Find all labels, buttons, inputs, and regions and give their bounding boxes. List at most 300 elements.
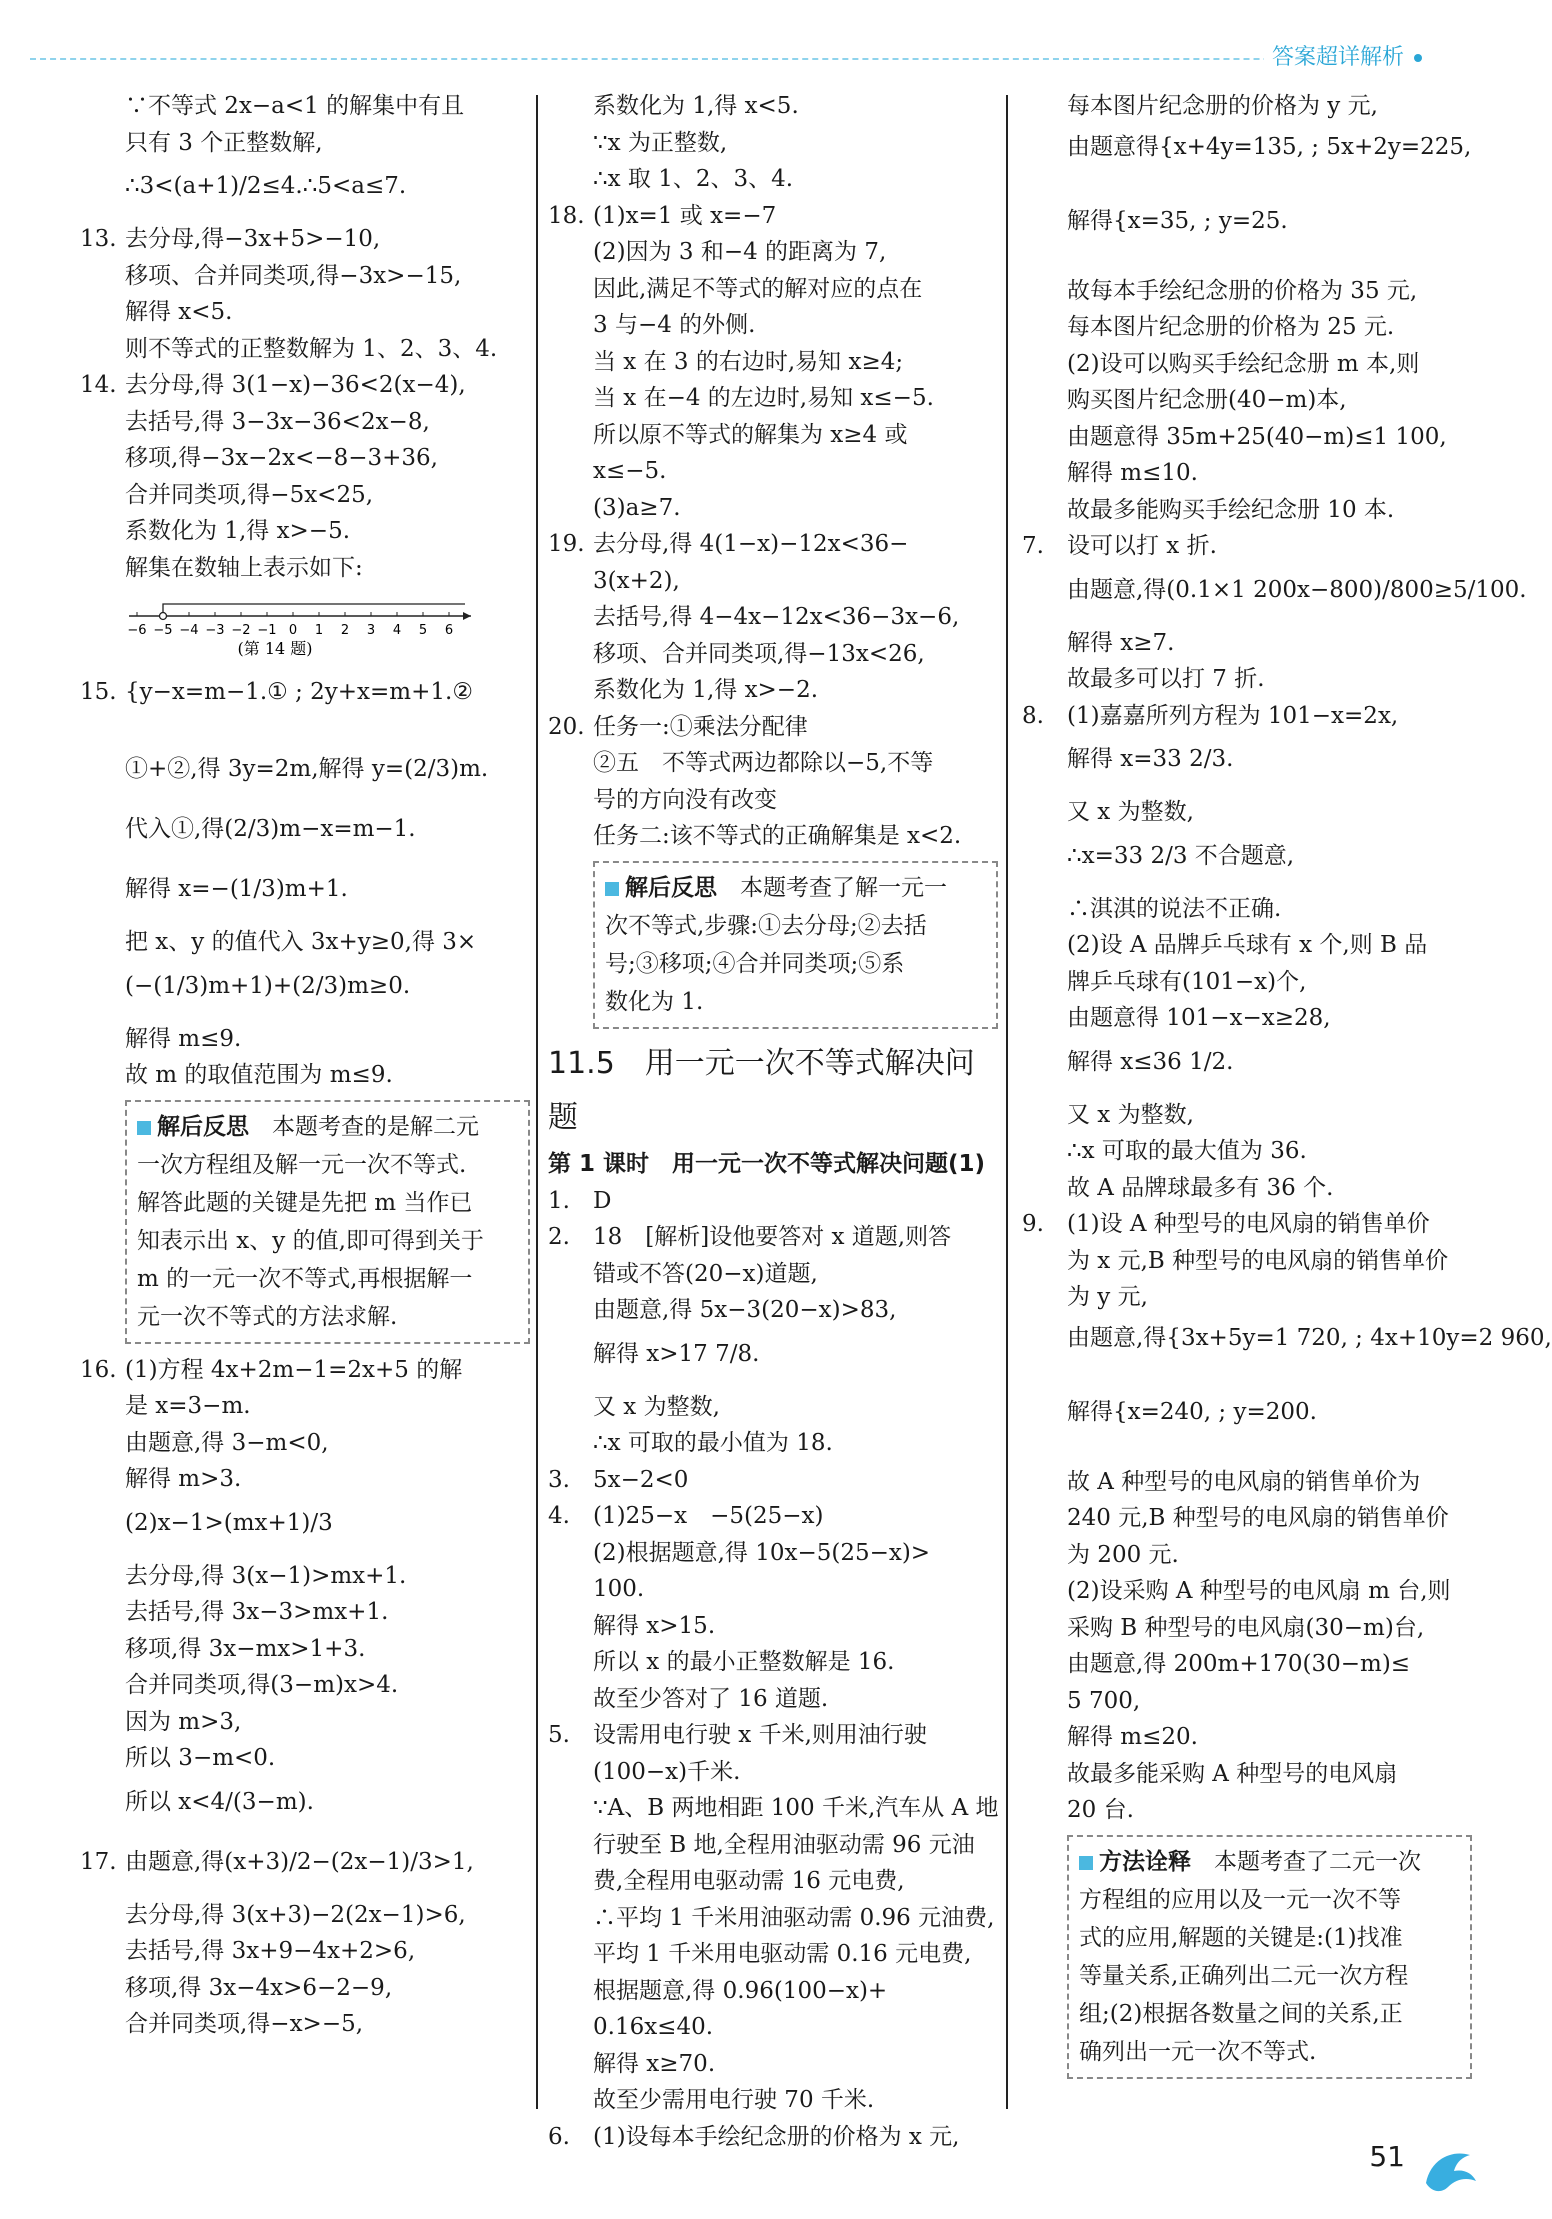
answer-text: 任务二:该不等式的正确解集是 x<2. xyxy=(593,823,962,849)
answer-line xyxy=(1022,1792,1472,1829)
answer-line xyxy=(548,2082,998,2119)
answer-line xyxy=(548,782,998,819)
answer-line xyxy=(548,1183,998,1220)
answer-line xyxy=(1022,1756,1472,1793)
answer-text: (1)嘉嘉所列方程为 101−x=2x, xyxy=(1067,702,1399,729)
answer-text: (1)方程 4x+2m−1=2x+5 的解 xyxy=(125,1356,463,1383)
number-line-svg xyxy=(125,594,485,660)
answer-text: 0.16x≤40. xyxy=(593,2014,714,2040)
answer-line xyxy=(548,1389,998,1426)
answer-line xyxy=(548,417,998,454)
answer-line xyxy=(80,1352,530,1389)
answer-text: 3 与−4 的外侧. xyxy=(593,312,756,338)
answer-text: ∴3<(a+1)/2≤4.∴5<a≤7. xyxy=(125,173,407,199)
answer-text: 100. xyxy=(593,1576,645,1602)
answer-line xyxy=(1022,1206,1472,1243)
answer-line xyxy=(1022,199,1472,273)
answer-text: 又 x 为整数, xyxy=(593,1393,720,1420)
answer-text: 故 A 种型号的电风扇的销售单价为 xyxy=(1067,1468,1421,1495)
answer-line xyxy=(80,864,530,924)
answer-text: 240 元,B 种型号的电风扇的销售单价 xyxy=(1067,1505,1449,1531)
answer-line xyxy=(548,1827,998,1864)
answer-line xyxy=(80,1704,530,1741)
answer-line xyxy=(1022,382,1472,419)
answer-line xyxy=(548,1498,998,1535)
answer-text: 解得 x<5. xyxy=(125,299,233,325)
answer-line xyxy=(548,1681,998,1718)
answer-line xyxy=(1022,734,1472,794)
answer-text: 由题意得{x+4y=135, ; 5x+2y=225, xyxy=(1067,133,1472,160)
answer-text: 去括号,得 3−3x−36<2x−8, xyxy=(125,408,430,435)
question-number: 3. xyxy=(548,1466,570,1493)
answer-line xyxy=(80,670,530,744)
answer-text: 故 m 的取值范围为 m≤9. xyxy=(125,1062,393,1088)
answer-line xyxy=(548,234,998,271)
note-line: 次不等式,步骤:①去分母;②去括 xyxy=(605,912,927,939)
answer-line xyxy=(1022,1279,1472,1316)
answer-line xyxy=(80,1498,530,1558)
answer-line xyxy=(80,744,530,804)
answer-text: 因为 m>3, xyxy=(125,1708,242,1735)
answer-line xyxy=(80,221,530,258)
answer-line xyxy=(1022,528,1472,565)
answer-text: 故至少需用电行驶 70 千米. xyxy=(593,2087,875,2113)
note-line: 元一次不等式的方法求解. xyxy=(137,1303,398,1330)
answer-text: 是 x=3−m. xyxy=(125,1393,251,1419)
note-box xyxy=(593,861,998,1029)
answer-line xyxy=(80,125,530,162)
answer-line xyxy=(1022,1097,1472,1134)
answer-line xyxy=(80,1740,530,1777)
question-number: 2. xyxy=(548,1224,570,1250)
answer-line xyxy=(1022,1573,1472,1610)
answer-text: (2)根据题意,得 10x−5(25−x)> xyxy=(593,1539,931,1566)
answer-text: 系数化为 1,得 x>−5. xyxy=(125,518,351,544)
answer-text: 解得 x≥7. xyxy=(1067,629,1175,656)
answer-line xyxy=(80,331,530,368)
answer-text: 5x−2<0 xyxy=(593,1466,689,1493)
note-text: 本题考查了二元一次 xyxy=(1214,1848,1421,1875)
answer-line xyxy=(548,818,998,855)
answer-text: ②五 不等式两边都除以−5,不等 xyxy=(593,750,934,776)
note-line xyxy=(1079,1843,1460,1881)
answer-text: 合并同类项,得(3−m)x>4. xyxy=(125,1672,399,1698)
answer-line xyxy=(1022,698,1472,735)
answer-line xyxy=(548,672,998,709)
answer-line xyxy=(548,1256,998,1293)
answer-text: 由题意得 35m+25(40−m)≤1 100, xyxy=(1067,423,1447,450)
header-title xyxy=(1264,40,1430,71)
answer-line xyxy=(548,1973,998,2010)
answer-text: 去分母,得 4(1−x)−12x<36− xyxy=(593,531,909,557)
note-line: 组;(2)根据各数量之间的关系,正 xyxy=(1079,2000,1403,2027)
open-circle-marker xyxy=(160,613,167,620)
answer-text: ∴x=33 2/3 不合题意, xyxy=(1067,842,1295,869)
note-line: 确列出一元一次不等式. xyxy=(1079,2038,1317,2065)
answer-text: 又 x 为整数, xyxy=(1067,799,1194,825)
number-line xyxy=(125,594,530,664)
answer-text: 18 [解析]设他要答对 x 道题,则答 xyxy=(593,1224,952,1250)
answer-text: 故每本手绘纪念册的价格为 35 元, xyxy=(1067,277,1418,304)
answer-line xyxy=(80,404,530,441)
answer-line xyxy=(548,2119,998,2156)
section-title: 11.5 用一元一次不等式解决问题 xyxy=(548,1045,975,1135)
answer-text: x≤−5. xyxy=(593,458,667,484)
answer-line xyxy=(1022,625,1472,662)
answer-line xyxy=(548,1900,998,1937)
answer-line xyxy=(548,526,998,563)
answer-line xyxy=(80,1933,530,1970)
answer-text: (1)25−x −5(25−x) xyxy=(593,1503,824,1529)
answer-text: 系数化为 1,得 x<5. xyxy=(593,93,799,119)
answer-text: 所以 3−m<0. xyxy=(125,1745,276,1771)
answer-text: 解集在数轴上表示如下: xyxy=(125,554,363,581)
answer-line xyxy=(548,745,998,782)
answer-line xyxy=(80,550,530,587)
tick-label: −2 xyxy=(231,623,251,638)
answer-text: (2)设可以购买手绘纪念册 m 本,则 xyxy=(1067,350,1420,377)
answer-line xyxy=(1022,831,1472,891)
answer-line xyxy=(1022,565,1527,625)
answer-text: (2)x−1>(mx+1)/3 xyxy=(125,1509,333,1536)
answer-line xyxy=(80,1461,530,1498)
tick-label: 1 xyxy=(314,623,324,638)
question-number: 20. xyxy=(548,713,585,740)
answer-line xyxy=(80,294,530,331)
answer-text: 故 A 品牌球最多有 36 个. xyxy=(1067,1174,1334,1201)
answer-text: 为 y 元, xyxy=(1067,1284,1148,1310)
answer-text: 合并同类项,得−5x<25, xyxy=(125,481,374,508)
answer-text: 把 x、y 的值代入 3x+y≥0,得 3× xyxy=(125,929,477,955)
answer-text: 由题意得 101−x−x≥28, xyxy=(1067,1005,1331,1031)
page-number: 51 xyxy=(1369,2140,1405,2173)
tick-label: 3 xyxy=(366,623,376,638)
answer-text: 行驶至 B 地,全程用油驱动需 96 元油 xyxy=(593,1831,975,1858)
answer-line xyxy=(1022,1646,1472,1683)
number-line-caption: (第 14 题) xyxy=(237,639,313,658)
answer-line xyxy=(1022,309,1472,346)
answer-line xyxy=(1022,1537,1472,1574)
question-number: 8. xyxy=(1022,702,1044,729)
answer-text: ∴x 可取的最小值为 18. xyxy=(593,1430,833,1456)
answer-text: ∴淇淇的说法不正确. xyxy=(1067,895,1282,922)
question-number: 17. xyxy=(80,1848,117,1875)
answer-text: 每本图片纪念册的价格为 25 元. xyxy=(1067,314,1395,340)
answer-text: (2)设采购 A 种型号的电风扇 m 台,则 xyxy=(1067,1578,1451,1604)
answer-line xyxy=(1022,88,1472,125)
answer-text: 为 200 元. xyxy=(1067,1541,1179,1568)
answer-text: 解得{x=240, ; y=200. xyxy=(1067,1398,1317,1425)
answer-line xyxy=(548,1571,998,1608)
answer-line xyxy=(1022,964,1472,1001)
answer-text: 只有 3 个正整数解, xyxy=(125,129,323,156)
note-text: 本题考查的是解二元 xyxy=(272,1113,479,1140)
answer-line xyxy=(548,271,998,308)
tick-label: 4 xyxy=(392,623,402,638)
answer-line xyxy=(548,1462,998,1499)
answer-line xyxy=(548,1644,998,1681)
question-number: 6. xyxy=(548,2123,570,2150)
question-number: 9. xyxy=(1022,1211,1044,1237)
answer-line xyxy=(1022,1719,1472,1756)
answer-text: 解得{x=35, ; y=25. xyxy=(1067,207,1288,234)
question-number: 14. xyxy=(80,372,117,398)
dolphin-logo-icon xyxy=(1420,2143,1480,2199)
answer-text: 解得 x>15. xyxy=(593,1612,716,1639)
tick-label: −1 xyxy=(257,623,277,638)
answer-line xyxy=(1022,492,1472,529)
answer-text: (−(1/3)m+1)+(2/3)m≥0. xyxy=(125,972,411,999)
answer-text: 解得 x=−(1/3)m+1. xyxy=(125,876,348,902)
question-number: 1. xyxy=(548,1187,570,1214)
answer-line xyxy=(548,1863,998,1900)
answer-line xyxy=(548,1936,998,1973)
answer-text: 平均 1 千米用电驱动需 0.16 元电费, xyxy=(593,1941,972,1967)
answer-line xyxy=(548,2009,998,2046)
answer-text: 号的方向没有改变 xyxy=(593,786,777,813)
answer-text: 则不等式的正整数解为 1、2、3、4. xyxy=(125,335,498,362)
answer-text: 为 x 元,B 种型号的电风扇的销售单价 xyxy=(1067,1247,1449,1274)
answer-line xyxy=(548,2046,998,2083)
answer-text: 解得 x>17 7/8. xyxy=(593,1340,760,1367)
answer-text: 解得 m>3. xyxy=(125,1466,242,1492)
solution-ray xyxy=(163,604,465,616)
answer-line xyxy=(548,307,998,344)
answer-line xyxy=(548,490,998,527)
answer-text: 去分母,得−3x+5>−10, xyxy=(125,226,381,252)
tick-label: 5 xyxy=(418,623,428,638)
answer-line xyxy=(80,961,530,1021)
answer-line xyxy=(80,1057,530,1094)
answer-line xyxy=(80,258,530,295)
answer-line xyxy=(548,161,998,198)
column-3 xyxy=(1022,88,1552,2087)
header-dot-icon xyxy=(1414,54,1422,62)
answer-text: 由题意,得(0.1×1 200x−800)/800≥5/100. xyxy=(1067,576,1527,603)
answer-text: 去括号,得 3x+9−4x+2>6, xyxy=(125,1938,416,1964)
answer-line xyxy=(1022,1170,1472,1207)
answer-line xyxy=(80,2006,530,2043)
answer-line xyxy=(80,1837,530,1897)
answer-line xyxy=(548,453,998,490)
answer-text: 设需用电行驶 x 千米,则用油行驶 xyxy=(593,1722,927,1748)
answer-text: 20 台. xyxy=(1067,1797,1134,1823)
answer-text: (1)设 A 种型号的电风扇的销售单价 xyxy=(1067,1211,1430,1237)
answer-text: 由题意,得 5x−3(20−x)>83, xyxy=(593,1297,897,1323)
answer-line xyxy=(1022,1683,1472,1720)
note-label: 解后反思 xyxy=(605,875,717,901)
answer-line xyxy=(80,1594,530,1631)
tick-label: −6 xyxy=(127,623,147,638)
answer-text: 又 x 为整数, xyxy=(1067,1101,1194,1128)
tick-label: −5 xyxy=(153,623,173,638)
note-line: 知表示出 x、y 的值,即可得到关于 xyxy=(137,1227,484,1254)
answer-text: 移项、合并同类项,得−13x<26, xyxy=(593,640,925,667)
answer-text: ∵不等式 2x−a<1 的解集中有且 xyxy=(125,93,465,119)
answer-line xyxy=(80,1631,530,1668)
note-line: 解答此题的关键是先把 m 当作已 xyxy=(137,1189,473,1216)
answer-text: 由题意,得{3x+5y=1 720, ; 4x+10y=2 960, xyxy=(1067,1324,1552,1351)
answer-text: 解得 m≤9. xyxy=(125,1025,242,1052)
answer-line xyxy=(1022,455,1472,492)
answer-line xyxy=(1022,794,1472,831)
answer-text: 根据题意,得 0.96(100−x)+ xyxy=(593,1977,888,2004)
answer-text: 故最多能采购 A 种型号的电风扇 xyxy=(1067,1760,1398,1787)
answer-text: 代入①,得(2/3)m−x=m−1. xyxy=(125,816,416,842)
column-divider-1 xyxy=(536,95,538,2109)
answer-text: (100−x)千米. xyxy=(593,1758,741,1785)
answer-text: 去括号,得 4−4x−12x<36−3x−6, xyxy=(593,604,960,630)
answer-text: 移项、合并同类项,得−3x>−15, xyxy=(125,262,462,289)
tick-label: 2 xyxy=(340,623,350,638)
answer-line xyxy=(1022,1133,1472,1170)
answer-line xyxy=(548,563,998,600)
answer-line xyxy=(80,477,530,514)
answer-text: 所以 x 的最小正整数解是 16. xyxy=(593,1649,895,1675)
answer-text: 解得 m≤10. xyxy=(1067,460,1198,486)
answer-line xyxy=(548,1608,998,1645)
column-1 xyxy=(80,88,530,2043)
answer-line xyxy=(1022,927,1472,964)
answer-line xyxy=(1022,661,1472,698)
axis-arrow-icon xyxy=(463,612,471,620)
answer-line xyxy=(80,1021,530,1058)
answer-text: (1)x=1 或 x=−7 xyxy=(593,202,777,229)
note-box xyxy=(1067,1835,1472,2079)
answer-line xyxy=(548,1790,998,1827)
tick-label: −3 xyxy=(205,623,225,638)
answer-text: 解得 x≥70. xyxy=(593,2050,716,2077)
answer-line xyxy=(548,636,998,673)
lesson-title: 第 1 课时 用一元一次不等式解决问题(1) xyxy=(548,1150,986,1177)
header-title-text: 答案超详解析 xyxy=(1271,45,1404,70)
answer-line xyxy=(1022,1037,1472,1097)
answer-text: 故至少答对了 16 道题. xyxy=(593,1685,829,1712)
answer-line xyxy=(548,1219,998,1256)
answer-text: ∴x 可取的最大值为 36. xyxy=(1067,1138,1307,1164)
answer-text: ①+②,得 3y=2m,解得 y=(2/3)m. xyxy=(125,756,489,782)
answer-line xyxy=(80,513,530,550)
answer-line xyxy=(548,1329,998,1389)
answer-line xyxy=(548,1717,998,1754)
answer-line xyxy=(1022,346,1472,383)
answer-line xyxy=(80,1558,530,1595)
note-line: 方程组的应用以及一元一次不等 xyxy=(1079,1886,1401,1913)
answer-text: 移项,得−3x−2x<−8−3+36, xyxy=(125,445,438,471)
answer-line xyxy=(1022,419,1472,456)
answer-text: 移项,得 3x−4x>6−2−9, xyxy=(125,1974,393,2001)
note-line: 式的应用,解题的关键是:(1)找准 xyxy=(1079,1924,1403,1951)
answer-line xyxy=(548,125,998,162)
question-number: 16. xyxy=(80,1356,117,1383)
answer-text: (3)a≥7. xyxy=(593,494,681,521)
answer-text: 故最多能购买手绘纪念册 10 本. xyxy=(1067,496,1395,523)
answer-line xyxy=(1022,1243,1472,1280)
note-line: m 的一元一次不等式,再根据解一 xyxy=(137,1265,473,1292)
answer-line xyxy=(1022,1316,1552,1390)
answer-line xyxy=(1022,1000,1472,1037)
column-divider-2 xyxy=(1006,95,1008,2109)
answer-line xyxy=(80,367,530,404)
answer-line xyxy=(80,924,530,961)
note-line: 等量关系,正确列出二元一次方程 xyxy=(1079,1962,1409,1989)
answer-text: {y−x=m−1.① ; 2y+x=m+1.② xyxy=(125,679,473,705)
answer-text: 所以原不等式的解集为 x≥4 或 xyxy=(593,421,908,448)
answer-line xyxy=(548,1535,998,1572)
answer-line xyxy=(80,88,530,125)
answer-line xyxy=(80,804,530,864)
answer-line xyxy=(80,1388,530,1425)
answer-line xyxy=(548,599,998,636)
answer-text: 任务一:①乘法分配律 xyxy=(593,713,808,740)
answer-text: 采购 B 种型号的电风扇(30−m)台, xyxy=(1067,1614,1425,1641)
answer-text: 当 x 在 3 的右边时,易知 x≥4; xyxy=(593,348,904,375)
note-label: 解后反思 xyxy=(137,1114,249,1140)
note-text: 本题考查了解一元一 xyxy=(740,874,947,901)
answer-text: ∵x 为正整数, xyxy=(593,129,728,156)
answer-line xyxy=(548,344,998,381)
answer-text: (1)设每本手绘纪念册的价格为 x 元, xyxy=(593,2123,960,2150)
answer-text: 由题意,得(x+3)/2−(2x−1)/3>1, xyxy=(125,1848,474,1875)
answer-text: 合并同类项,得−x>−5, xyxy=(125,2011,364,2037)
answer-text: 去分母,得 3(x−1)>mx+1. xyxy=(125,1562,407,1589)
answer-line xyxy=(80,440,530,477)
question-number: 7. xyxy=(1022,533,1044,559)
note-line xyxy=(137,1108,518,1146)
question-number: 4. xyxy=(548,1503,570,1529)
question-number: 5. xyxy=(548,1722,570,1748)
answer-text: 因此,满足不等式的解对应的点在 xyxy=(593,275,923,302)
answer-text: 系数化为 1,得 x>−2. xyxy=(593,677,819,703)
answer-line xyxy=(1022,891,1472,928)
answer-text: 当 x 在−4 的左边时,易知 x≤−5. xyxy=(593,385,934,411)
answer-line xyxy=(1022,273,1472,310)
answer-text: 5 700, xyxy=(1067,1687,1141,1714)
answer-text: 解得 m≤20. xyxy=(1067,1724,1198,1750)
answer-text: ∵A、B 两地相距 100 千米,汽车从 A 地 xyxy=(593,1795,999,1821)
answer-text: 购买图片纪念册(40−m)本, xyxy=(1067,387,1347,413)
answer-line xyxy=(1022,1390,1472,1464)
answer-text: 费,全程用电驱动需 16 元电费, xyxy=(593,1868,905,1894)
answer-text: 错或不答(20−x)道题, xyxy=(593,1260,818,1287)
answer-text: 去分母,得 3(1−x)−36<2(x−4), xyxy=(125,372,466,398)
answer-line xyxy=(80,1897,530,1934)
answer-text: 解得 x=33 2/3. xyxy=(1067,746,1234,772)
answer-line xyxy=(80,1667,530,1704)
answer-line xyxy=(80,1970,530,2007)
note-line: 号;③移项;④合并同类项;⑤系 xyxy=(605,950,905,977)
answer-line xyxy=(548,1754,998,1791)
answer-text: ∴x 取 1、2、3、4. xyxy=(593,166,794,192)
note-line xyxy=(605,869,986,907)
answer-line xyxy=(80,1777,530,1837)
answer-text: 每本图片纪念册的价格为 y 元, xyxy=(1067,93,1378,119)
question-number: 19. xyxy=(548,531,585,557)
answer-text: 解得 x≤36 1/2. xyxy=(1067,1048,1234,1075)
question-number: 15. xyxy=(80,679,117,705)
answer-text: 由题意,得 3−m<0, xyxy=(125,1429,329,1456)
question-number: 18. xyxy=(548,202,585,229)
answer-text: (2)设 A 品牌乒乓球有 x 个,则 B 品 xyxy=(1067,932,1428,958)
answer-text: 故最多可以打 7 折. xyxy=(1067,666,1265,692)
answer-text: ∴平均 1 千米用油驱动需 0.96 元油费, xyxy=(593,1904,995,1931)
tick-label: 6 xyxy=(444,623,454,638)
answer-line xyxy=(1022,1464,1472,1501)
answer-line xyxy=(1022,1610,1472,1647)
answer-line xyxy=(80,161,530,221)
answer-line xyxy=(548,380,998,417)
answer-line xyxy=(548,709,998,746)
